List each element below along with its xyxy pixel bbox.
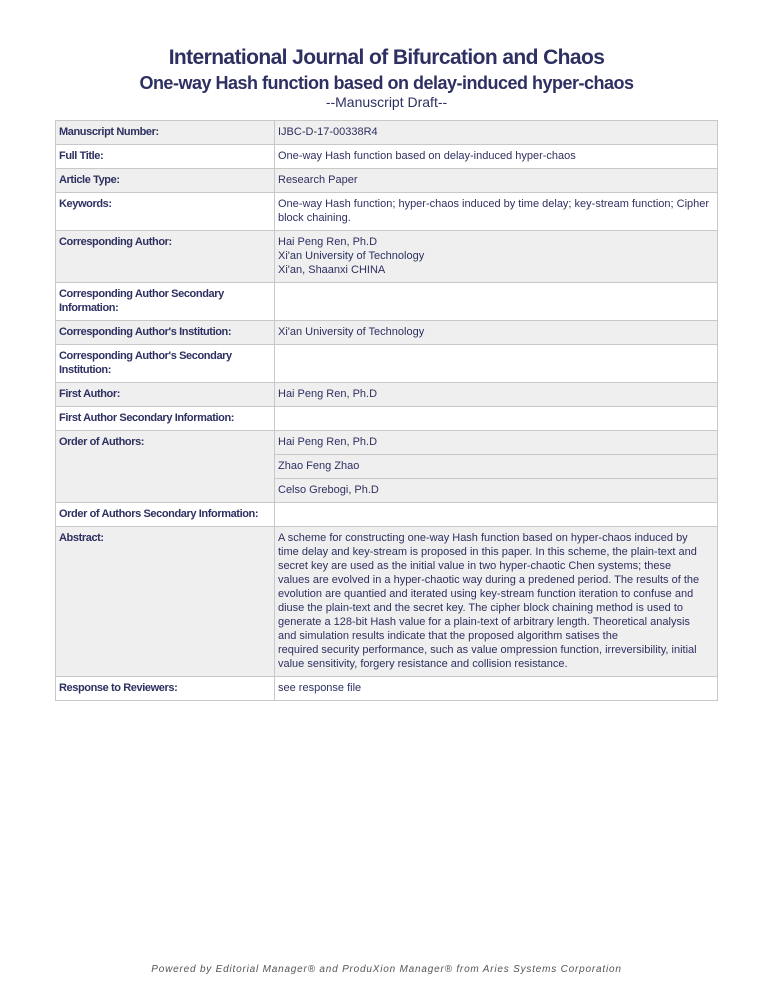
- field-label: First Author Secondary Information:: [56, 407, 275, 431]
- abstract-line: diuse the plain-text and the secret key. The cipher block chaining method is used to: [278, 602, 683, 614]
- field-label: Corresponding Author:: [56, 231, 275, 283]
- manuscript-number-value: IJBC-D-17-00338R4: [275, 121, 718, 145]
- article-type-value: Research Paper: [275, 169, 718, 193]
- author-institution: Xi'an University of Technology: [278, 250, 425, 262]
- corresponding-institution-secondary-value: [275, 345, 718, 383]
- manuscript-info-table: [55, 120, 718, 701]
- row-full-title: [56, 145, 718, 169]
- field-label: Corresponding Author's Secondary Institution:: [56, 345, 275, 383]
- corresponding-author-value: [275, 231, 718, 283]
- author-entry: Hai Peng Ren, Ph.D: [275, 431, 718, 455]
- journal-title: International Journal of Bifurcation and Chaos: [168, 46, 605, 69]
- abstract-line: value sensitivity, forgery resistance and collision resistance.: [278, 658, 568, 670]
- author-entry: Zhao Feng Zhao: [275, 455, 718, 479]
- row-article-type: [56, 169, 718, 193]
- field-label: Order of Authors:: [56, 431, 275, 503]
- page-header: [0, 44, 773, 110]
- corresponding-author-secondary-value: [275, 283, 718, 321]
- field-label: Corresponding Author's Institution:: [56, 321, 275, 345]
- field-label: Corresponding Author Secondary Information:: [56, 283, 275, 321]
- row-abstract: [56, 527, 718, 677]
- row-order-of-authors: [56, 431, 718, 455]
- abstract-line: generate a 128-bit Hash value for a plain-text of arbitrary length. Theoretical analysis: [278, 616, 690, 628]
- field-label: Keywords:: [56, 193, 275, 231]
- author-location: Xi'an, Shaanxi CHINA: [278, 264, 386, 276]
- abstract-line: secret key are used as the initial value in two hyper-chaotic Chen systems; these: [278, 560, 672, 572]
- field-label: Abstract:: [56, 527, 275, 677]
- abstract-line: A scheme for constructing one-way Hash function based on hyper-chaos induced by: [278, 532, 688, 544]
- field-label: Full Title:: [56, 145, 275, 169]
- row-corresponding-author: [56, 231, 718, 283]
- row-corresponding-author-secondary: [56, 283, 718, 321]
- abstract-line: evolution are quantied and iterated using key-stream function iteration to confuse and: [278, 588, 694, 600]
- keywords-value: One-way Hash function; hyper-chaos induced by time delay; key-stream function; Cipher block chaining.: [275, 193, 718, 231]
- draft-label: --Manuscript Draft--: [325, 94, 448, 110]
- row-response-to-reviewers: [56, 677, 718, 701]
- abstract-line: and simulation results indicate that the proposed algorithm satises the: [278, 630, 618, 642]
- field-label: Response to Reviewers:: [56, 677, 275, 701]
- author-entry: Celso Grebogi, Ph.D: [275, 479, 718, 503]
- abstract-value: [275, 527, 718, 677]
- paper-title: One-way Hash function based on delay-induced hyper-chaos: [139, 73, 634, 93]
- first-author-value: Hai Peng Ren, Ph.D: [275, 383, 718, 407]
- row-keywords: [56, 193, 718, 231]
- first-author-secondary-value: [275, 407, 718, 431]
- field-label: Order of Authors Secondary Information:: [56, 503, 275, 527]
- full-title-value: One-way Hash function based on delay-induced hyper-chaos: [275, 145, 718, 169]
- abstract-line: time delay and key-stream is proposed in this paper. In this scheme, the plain-text and: [278, 546, 697, 558]
- response-to-reviewers-value: see response file: [275, 677, 718, 701]
- row-first-author-secondary: [56, 407, 718, 431]
- row-corresponding-institution: [56, 321, 718, 345]
- row-order-of-authors-secondary: [56, 503, 718, 527]
- row-first-author: [56, 383, 718, 407]
- abstract-line: values are evolved in a hyper-chaotic way during a predened period. The results of the: [278, 574, 700, 586]
- field-label: Manuscript Number:: [56, 121, 275, 145]
- row-corresponding-institution-secondary: [56, 345, 718, 383]
- corresponding-institution-value: Xi'an University of Technology: [275, 321, 718, 345]
- abstract-line: required security performance, such as value ompression function, irreversibility, initial: [278, 644, 697, 656]
- row-manuscript-number: [56, 121, 718, 145]
- author-name: Hai Peng Ren, Ph.D: [278, 236, 378, 248]
- field-label: Article Type:: [56, 169, 275, 193]
- order-of-authors-secondary-value: [275, 503, 718, 527]
- field-label: First Author:: [56, 383, 275, 407]
- footer-credit: Powered by Editorial Manager® and ProduXion Manager® from Aries Systems Corporation: [151, 964, 622, 975]
